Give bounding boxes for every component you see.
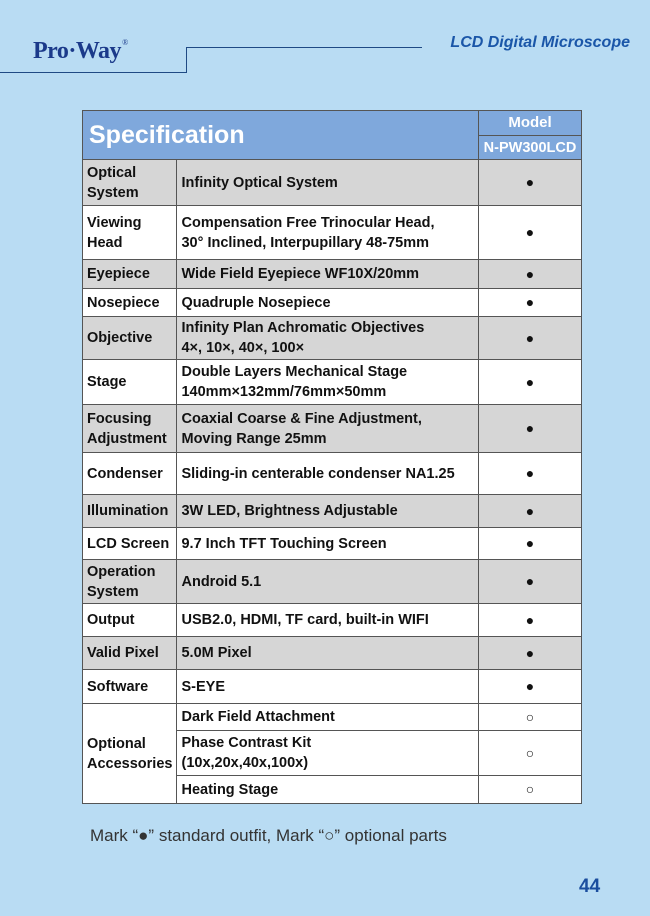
spec-value-cell bbox=[177, 260, 479, 289]
cell-text-line: Valid Pixel bbox=[87, 645, 159, 661]
spec-label-cell bbox=[83, 206, 177, 260]
cell-text-line: Dark Field Attachment bbox=[181, 709, 335, 725]
cell-text-line: 5.0M Pixel bbox=[181, 645, 252, 661]
cell-text-line: Output bbox=[87, 612, 135, 628]
availability-cell bbox=[479, 495, 582, 528]
cell-text-line: (10x,20x,40x,100x) bbox=[181, 755, 309, 771]
cell-text-line: Heating Stage bbox=[181, 781, 279, 798]
standard-mark-icon: ● bbox=[525, 573, 535, 589]
cell-text-line: Operation bbox=[87, 563, 156, 580]
cell-text-line: System bbox=[87, 583, 139, 600]
cell-text-line: Double Layers Mechanical Stage bbox=[181, 364, 408, 380]
cell-text-line: Optical bbox=[87, 164, 137, 181]
optional-mark-icon: ○ bbox=[525, 744, 535, 761]
table-row bbox=[83, 160, 582, 206]
availability-cell bbox=[479, 453, 582, 495]
accessory-value-cell bbox=[177, 704, 479, 731]
spec-value-cell bbox=[177, 670, 479, 704]
availability-cell bbox=[479, 360, 582, 405]
optional-mark-icon: ○ bbox=[525, 708, 535, 725]
cell-text-line: 9.7 Inch TFT Touching Screen bbox=[181, 535, 387, 552]
legend-note: Mark “●” standard outfit, Mark “○” optional parts bbox=[90, 826, 447, 845]
spec-value-cell bbox=[177, 560, 479, 604]
availability-cell bbox=[479, 560, 582, 604]
availability-cell bbox=[479, 289, 582, 317]
spec-value-cell bbox=[177, 405, 479, 453]
availability-cell bbox=[479, 160, 582, 206]
cell-text-line: Software bbox=[87, 678, 149, 695]
standard-mark-icon: ● bbox=[525, 224, 535, 240]
accessory-value-cell bbox=[177, 731, 479, 776]
standard-mark-icon: ● bbox=[525, 465, 535, 481]
availability-cell bbox=[479, 528, 582, 560]
cell-text-line: 30° Inclined, Interpupillary 48-75mm bbox=[181, 234, 430, 251]
cell-text-line: 4×, 10×, 40×, 100× bbox=[181, 340, 305, 356]
cell-text-line: Illumination bbox=[87, 503, 169, 519]
registered-mark: ® bbox=[122, 38, 128, 47]
standard-mark-icon: ● bbox=[525, 611, 535, 628]
cell-text-line: Quadruple Nosepiece bbox=[181, 294, 331, 311]
cell-text-line: 3W LED, Brightness Adjustable bbox=[181, 503, 398, 519]
cell-text-line: Compensation Free Trinocular Head, bbox=[181, 214, 435, 231]
cell-text-line: Optional bbox=[87, 735, 146, 752]
model-label: Model bbox=[479, 111, 582, 136]
spec-value-cell bbox=[177, 360, 479, 405]
table-row bbox=[83, 206, 582, 260]
table-title: Specification bbox=[83, 111, 479, 160]
standard-mark-icon: ● bbox=[525, 678, 535, 694]
cell-text-line: Head bbox=[87, 234, 123, 251]
spec-value-cell bbox=[177, 495, 479, 528]
cell-text-line: Viewing bbox=[87, 214, 142, 231]
table-row bbox=[83, 453, 582, 495]
cell-text-line: Stage bbox=[87, 374, 127, 390]
spec-label-cell bbox=[83, 317, 177, 360]
spec-label-cell bbox=[83, 604, 177, 637]
table-row bbox=[83, 704, 582, 731]
standard-mark-icon: ● bbox=[525, 174, 535, 190]
availability-cell bbox=[479, 604, 582, 637]
availability-cell bbox=[479, 260, 582, 289]
brand-logo bbox=[33, 38, 128, 65]
cell-text-line: Nosepiece bbox=[87, 294, 160, 311]
availability-cell bbox=[479, 206, 582, 260]
spec-value-cell bbox=[177, 637, 479, 670]
spec-value-cell bbox=[177, 289, 479, 317]
page-number: 44 bbox=[579, 876, 601, 897]
spec-label-cell bbox=[83, 560, 177, 604]
table-row bbox=[83, 289, 582, 317]
availability-cell bbox=[479, 704, 582, 731]
table-row bbox=[83, 670, 582, 704]
standard-mark-icon: ● bbox=[525, 644, 535, 661]
table-row bbox=[83, 528, 582, 560]
cell-text-line: 140mm×132mm/76mm×50mm bbox=[181, 384, 387, 400]
standard-mark-icon: ● bbox=[525, 373, 535, 390]
table-row bbox=[83, 604, 582, 637]
cell-text-line: Condenser bbox=[87, 465, 163, 482]
spec-value-cell bbox=[177, 317, 479, 360]
standard-mark-icon: ● bbox=[525, 502, 535, 519]
cell-text-line: Eyepiece bbox=[87, 266, 150, 282]
table-row bbox=[83, 405, 582, 453]
spec-label-cell bbox=[83, 160, 177, 206]
availability-cell bbox=[479, 776, 582, 804]
availability-cell bbox=[479, 317, 582, 360]
header-rule-step bbox=[186, 47, 187, 73]
brand-name: Pro·Way bbox=[33, 38, 122, 64]
cell-text-line: Phase Contrast Kit bbox=[181, 735, 312, 751]
cell-text-line: Infinity Optical System bbox=[181, 174, 338, 191]
standard-mark-icon: ● bbox=[525, 265, 535, 282]
spec-value-cell bbox=[177, 453, 479, 495]
spec-label-cell bbox=[83, 360, 177, 405]
cell-text-line: Android 5.1 bbox=[181, 573, 262, 590]
table-row bbox=[83, 260, 582, 289]
table-row bbox=[83, 317, 582, 360]
spec-value-cell bbox=[177, 604, 479, 637]
table-row bbox=[83, 637, 582, 670]
spec-label-cell bbox=[83, 453, 177, 495]
availability-cell bbox=[479, 637, 582, 670]
cell-text-line: Moving Range 25mm bbox=[181, 430, 327, 447]
table-header-row bbox=[83, 111, 582, 136]
spec-label-cell bbox=[83, 289, 177, 317]
spec-value-cell bbox=[177, 528, 479, 560]
optional-mark-icon: ○ bbox=[525, 781, 535, 797]
spec-label-cell bbox=[83, 670, 177, 704]
table-row bbox=[83, 360, 582, 405]
standard-mark-icon: ● bbox=[525, 329, 535, 346]
model-name: N-PW300LCD bbox=[479, 136, 582, 160]
document-title: LCD Digital Microscope bbox=[450, 34, 630, 51]
standard-mark-icon: ● bbox=[525, 535, 535, 551]
availability-cell bbox=[479, 670, 582, 704]
optional-accessories-label bbox=[83, 704, 177, 804]
cell-text-line: LCD Screen bbox=[87, 535, 170, 552]
table-row bbox=[83, 495, 582, 528]
cell-text-line: Accessories bbox=[87, 755, 173, 772]
cell-text-line: Infinity Plan Achromatic Objectives bbox=[181, 320, 425, 336]
cell-text-line: Focusing bbox=[87, 410, 152, 427]
availability-cell bbox=[479, 405, 582, 453]
specification-table bbox=[82, 110, 582, 804]
spec-label-cell bbox=[83, 495, 177, 528]
cell-text-line: Sliding-in centerable condenser NA1.25 bbox=[181, 465, 455, 482]
cell-text-line: Objective bbox=[87, 330, 153, 346]
spec-value-cell bbox=[177, 206, 479, 260]
spec-label-cell bbox=[83, 405, 177, 453]
header-rule-top bbox=[186, 47, 422, 48]
cell-text-line: S-EYE bbox=[181, 678, 225, 695]
accessory-value-cell bbox=[177, 776, 479, 804]
cell-text-line: Coaxial Coarse & Fine Adjustment, bbox=[181, 410, 422, 427]
header-rule-left bbox=[0, 72, 187, 73]
cell-text-line: USB2.0, HDMI, TF card, built-in WIFI bbox=[181, 612, 429, 628]
cell-text-line: System bbox=[87, 184, 139, 201]
spec-label-cell bbox=[83, 528, 177, 560]
standard-mark-icon: ● bbox=[525, 420, 535, 436]
spec-label-cell bbox=[83, 260, 177, 289]
standard-mark-icon: ● bbox=[525, 294, 535, 310]
spec-value-cell bbox=[177, 160, 479, 206]
cell-text-line: Wide Field Eyepiece WF10X/20mm bbox=[181, 266, 420, 282]
spec-label-cell bbox=[83, 637, 177, 670]
availability-cell bbox=[479, 731, 582, 776]
cell-text-line: Adjustment bbox=[87, 430, 167, 447]
table-row bbox=[83, 560, 582, 604]
